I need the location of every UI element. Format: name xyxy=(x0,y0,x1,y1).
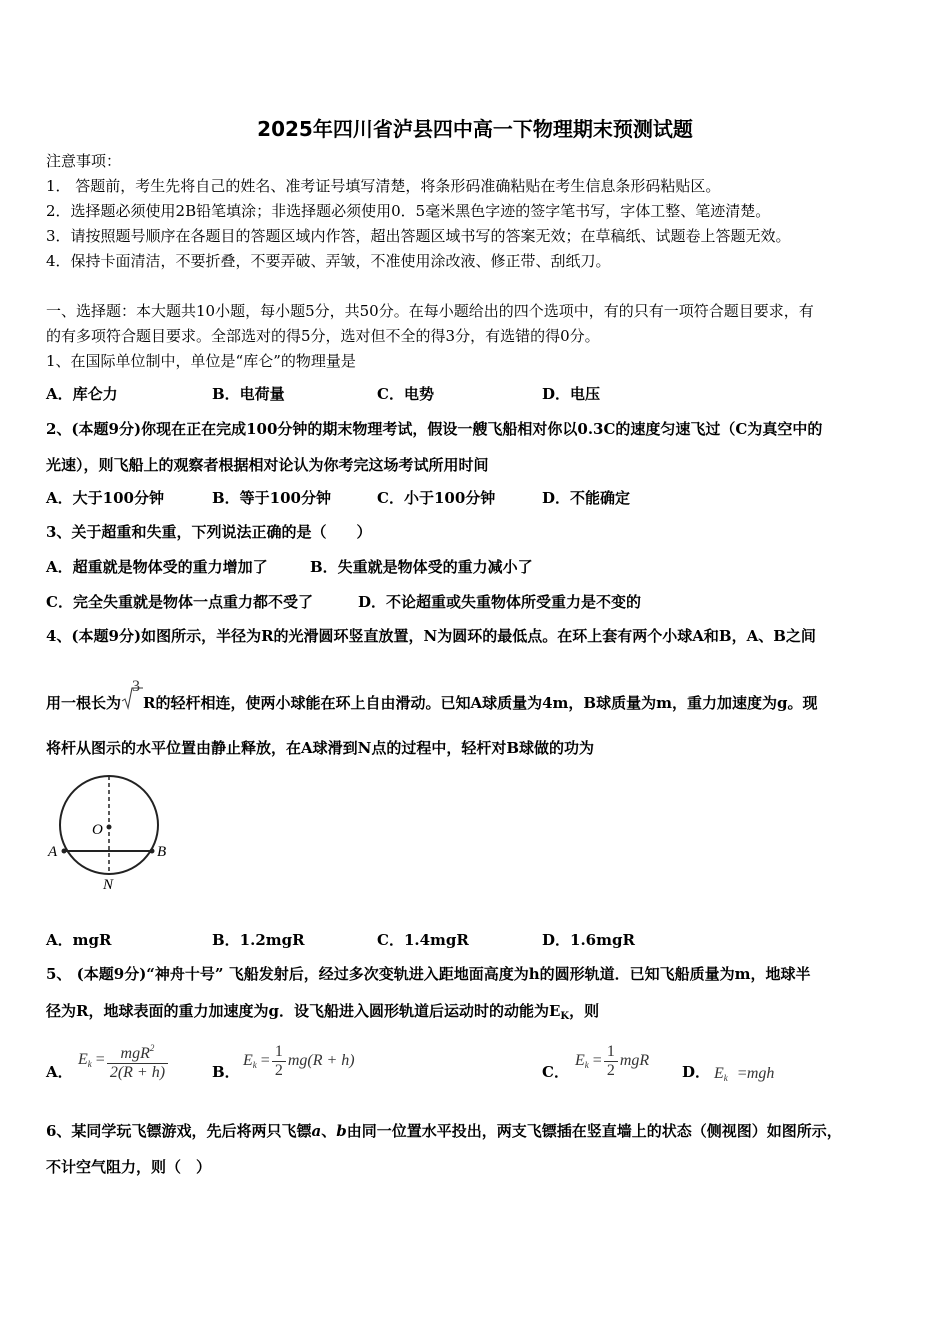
q1-option-b: B．电荷量 xyxy=(212,385,285,403)
q5-option-b-formula xyxy=(243,1043,355,1080)
q6-stem-post: 由同一位置水平投出，两支飞镖插在竖直墙上的状态（侧视图）如图所示， xyxy=(346,1122,842,1140)
notice-item: 1． 答题前，考生先将自己的姓名、准考证号填写清楚，将条形码准确粘贴在考生信息条形码粘贴区。 xyxy=(46,177,721,195)
denominator: 2 xyxy=(606,1062,615,1079)
ball-a xyxy=(62,849,67,854)
equals-sign: = xyxy=(260,1052,270,1070)
q5-stem-sub: K xyxy=(560,1011,570,1022)
ek-subscript: k xyxy=(252,1060,257,1071)
question-1-stem: 1、在国际单位制中，单位是“库仑”的物理量是 xyxy=(46,352,356,370)
dart-b: b xyxy=(336,1122,347,1140)
q1-option-d: D．电压 xyxy=(542,385,601,403)
q5-option-c-label: C． xyxy=(542,1063,569,1081)
question-2-stem: 光速），则飞船上的观察者根据相对论认为你考完这场考试所用时间 xyxy=(46,456,489,474)
q2-option-a: A．大于100分钟 xyxy=(46,489,164,507)
sqrt-radicand: 3 xyxy=(132,678,141,695)
numerator: 1 xyxy=(604,1043,618,1062)
notice-heading: 注意事项： xyxy=(46,152,122,170)
q3-option-a: A．超重就是物体受的重力增加了 xyxy=(46,558,268,576)
question-6-stem xyxy=(46,1121,842,1141)
fraction xyxy=(272,1043,286,1080)
label-o: O xyxy=(92,822,103,838)
section-intro: 的有多项符合题目要求。全部选对的得5分，选对但不全的得3分，有选错的得0分。 xyxy=(46,327,600,345)
question-2-stem: 2、(本题9分)你现在正在完成100分钟的期末物理考试，假设一艘飞船相对你以0.3C的速度匀速飞过（C为真空中的 xyxy=(46,420,823,438)
numerator-text: mgR xyxy=(120,1045,150,1062)
ek-subscript: k xyxy=(87,1059,92,1070)
dart-a: a xyxy=(311,1122,322,1140)
q5-stem-end: ，则 xyxy=(569,1002,600,1020)
fraction xyxy=(604,1043,618,1080)
equals-sign: = xyxy=(592,1052,602,1070)
numerator-exponent: 2 xyxy=(149,1043,155,1053)
ek-symbol: E xyxy=(714,1065,724,1082)
ek-symbol: E xyxy=(243,1052,253,1070)
question-5-stem: 5、 (本题9分)“神舟十号” 飞船发射后，经过多次变轨进入距地面高度为h的圆形轨道．已知飞船质量为m，地球半 xyxy=(46,965,811,983)
section-intro: 一、选择题：本大题共10小题，每小题5分，共50分。在每小题给出的四个选项中，有的只有一项符合题目要求，有 xyxy=(46,302,814,320)
q4-option-b: B．1.2mgR xyxy=(212,931,305,949)
question-4-stem: 4、(本题9分)如图所示，半径为R的光滑圆环竖直放置，N为圆环的最低点。在环上套有两个小球A和B，A、B之间 xyxy=(46,627,816,645)
notice-item: 2．选择题必须使用2B铅笔填涂；非选择题必须使用0．5毫米黑色字迹的签字笔书写，字体工整、笔迹清楚。 xyxy=(46,202,771,220)
q6-separator: 、 xyxy=(321,1122,337,1140)
question-6-stem: 不计空气阻力，则（ ） xyxy=(46,1158,212,1176)
label-a: A xyxy=(48,844,58,860)
denominator: 2 xyxy=(274,1062,283,1079)
q2-option-c: C．小于100分钟 xyxy=(377,489,496,507)
ek-symbol: E xyxy=(78,1051,88,1069)
q4-stem-post: R的轻杆相连，使两小球能在环上自由滑动。已知A球质量为4m，B球质量为m，重力加速度为g。现 xyxy=(143,694,818,712)
ek-symbol: E xyxy=(575,1052,585,1070)
equals-sign: = xyxy=(737,1065,747,1082)
center-point xyxy=(107,825,112,830)
notice-item: 4．保持卡面清洁，不要折叠，不要弄破、弄皱，不准使用涂改液、修正带、刮纸刀。 xyxy=(46,252,611,270)
q4-stem-pre: 用一根长为 xyxy=(46,694,122,712)
denominator: 2(R + h) xyxy=(109,1064,166,1081)
notice-item: 3．请按照题号顺序在各题目的答题区域内作答，超出答题区域书写的答案无效；在草稿纸、试题卷上答题无效。 xyxy=(46,227,791,245)
q5-option-c-formula xyxy=(575,1043,649,1080)
equals-sign: = xyxy=(95,1051,105,1069)
q5-option-b-label: B． xyxy=(212,1063,240,1081)
ek-subscript: k xyxy=(723,1073,728,1083)
q3-option-b: B．失重就是物体受的重力减小了 xyxy=(310,558,533,576)
label-n: N xyxy=(103,877,114,892)
q5-option-a-formula xyxy=(78,1039,170,1082)
q5-option-a-label: A． xyxy=(46,1063,73,1081)
ek-subscript: k xyxy=(584,1060,589,1071)
numerator xyxy=(107,1039,168,1064)
q5-option-d-label: D． xyxy=(682,1063,711,1081)
q4-circle-figure xyxy=(44,774,174,892)
question-3-stem: 3、关于超重和失重，下列说法正确的是（ ） xyxy=(46,523,372,541)
q2-option-b: B．等于100分钟 xyxy=(212,489,331,507)
formula-rest: mgR xyxy=(619,1052,650,1070)
q1-option-c: C．电势 xyxy=(377,385,434,403)
sqrt-expression xyxy=(121,678,143,714)
q3-option-d: D．不论超重或失重物体所受重力是不变的 xyxy=(358,593,642,611)
page-title: 2025年四川省泸县四中高一下物理期末预测试题 xyxy=(257,117,693,141)
formula-rest: mg(R + h) xyxy=(287,1052,355,1070)
formula-rest: mgh xyxy=(746,1065,775,1082)
ball-b xyxy=(150,849,155,854)
numerator: 1 xyxy=(272,1043,286,1062)
q6-stem-pre: 6、某同学玩飞镖游戏，先后将两只飞镖 xyxy=(46,1122,312,1140)
q5-stem-text: 径为R，地球表面的重力加速度为g．设飞船进入圆形轨道后运动时的动能为E xyxy=(46,1002,561,1020)
q2-option-d: D．不能确定 xyxy=(542,489,631,507)
q4-option-c: C．1.4mgR xyxy=(377,931,469,949)
q1-option-a: A．库仑力 xyxy=(46,385,118,403)
question-4-stem: 将杆从图示的水平位置由静止释放，在A球滑到N点的过程中，轻杆对B球做的功为 xyxy=(46,739,595,757)
q5-option-d-formula xyxy=(714,1064,774,1088)
q4-option-d: D．1.6mgR xyxy=(542,931,635,949)
q4-option-a: A．mgR xyxy=(46,931,112,949)
label-b: B xyxy=(157,844,167,860)
question-5-stem xyxy=(46,1001,599,1027)
fraction xyxy=(107,1039,168,1082)
question-4-stem xyxy=(46,678,818,714)
q3-option-c: C．完全失重就是物体一点重力都不受了 xyxy=(46,593,313,611)
